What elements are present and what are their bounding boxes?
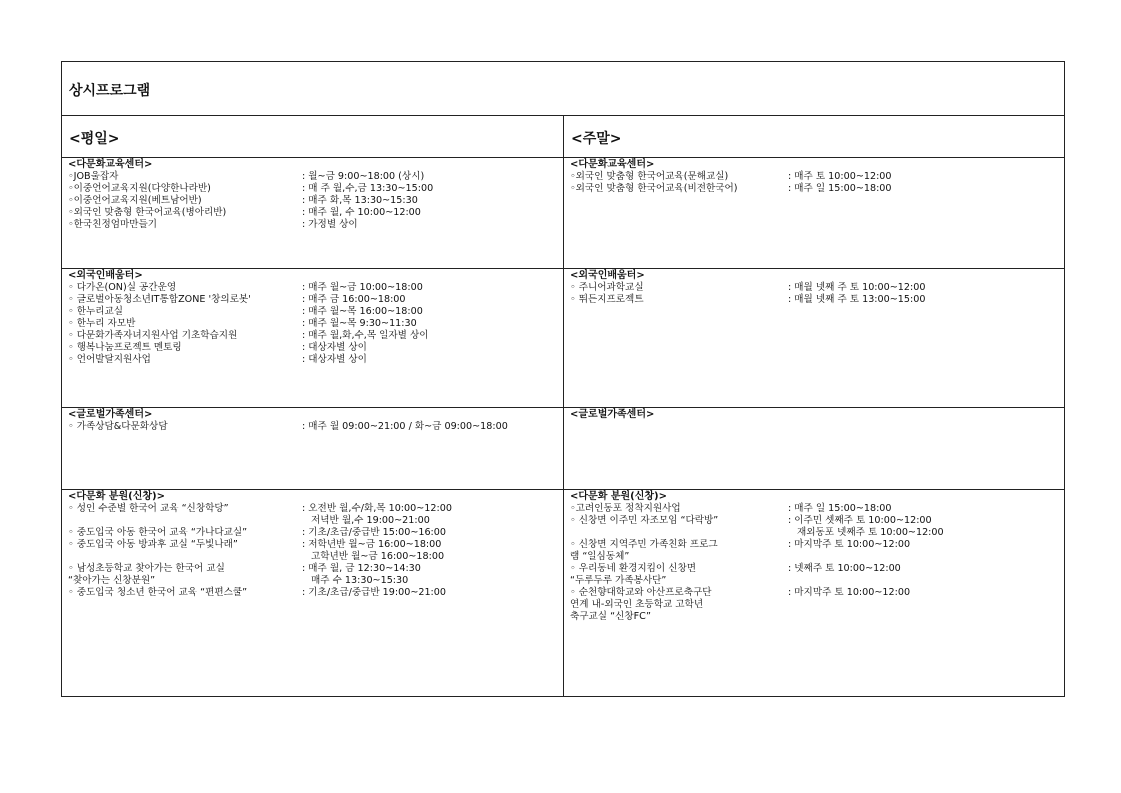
program-schedule: : 월~금 9:00~18:00 (상시): [302, 171, 425, 182]
program-name: 램 “일심동체”: [570, 551, 630, 562]
program-name: ◦ 뛰든지프로젝트: [570, 294, 644, 305]
program-schedule: : 넷째주 토 10:00~12:00: [788, 563, 901, 574]
program-name: ◦한국친정엄마만들기: [68, 219, 158, 230]
program-name: ◦ 주니어과학교실: [570, 282, 644, 293]
program-schedule: : 기초/초급/중급반 19:00~21:00: [302, 587, 447, 598]
program-row: [68, 503, 558, 515]
weekday-section-multicultural-education: [68, 159, 558, 231]
program-row: [570, 563, 1060, 575]
program-row: [570, 183, 1060, 195]
program-name: ◦JOB울잡자: [68, 171, 119, 182]
program-row: [570, 599, 1060, 611]
program-name: ◦ 남성초등학교 찾아가는 한국어 교실: [68, 563, 225, 574]
program-schedule: : 매주 월, 금 12:30~14:30: [302, 563, 421, 574]
weekend-header: <주말>: [571, 131, 622, 147]
section-title: <다문화교육센터>: [68, 159, 153, 170]
program-schedule: : 매월 넷째 주 토 13:00~15:00: [788, 294, 926, 305]
program-name: ◦ 중도입국 아동 방과후 교실 “두빛나래”: [68, 539, 238, 550]
title-bar: [62, 62, 1064, 116]
program-row: [68, 563, 558, 575]
program-row: [68, 587, 558, 599]
program-schedule: : 매월 넷째 주 토 10:00~12:00: [788, 282, 926, 293]
program-name: ◦고려인동포 정착지원사업: [570, 503, 681, 514]
program-row: [68, 219, 558, 231]
program-name: ◦ 우리동네 환경지킴이 신창면: [570, 563, 697, 574]
program-schedule: : 오전반 월,수/화,목 10:00~12:00: [302, 503, 452, 514]
program-row: [68, 354, 558, 366]
program-name: ◦ 행복나눔프로젝트 멘토링: [68, 342, 182, 353]
program-row: [68, 183, 558, 195]
program-name: “찾아가는 신창분원”: [68, 575, 156, 586]
weekday-section-sinchang-branch: [68, 491, 558, 599]
program-name: ◦ 한누리 자모반: [68, 318, 136, 329]
section-title: <외국인배움터>: [570, 270, 645, 281]
program-row: [68, 282, 558, 294]
section-title: <글로벌가족센터>: [570, 409, 655, 420]
program-schedule: : 대상자별 상이: [302, 354, 367, 365]
program-schedule: : 매주 월, 수 10:00~12:00: [302, 207, 421, 218]
program-name: ◦외국인 맞춤형 한국어교육(문해교실): [570, 171, 729, 182]
weekend-section-foreigner-learning: [570, 270, 1060, 306]
weekday-header-cell: [62, 116, 563, 158]
program-schedule: : 저학년반 월~금 16:00~18:00: [302, 539, 442, 550]
program-schedule: : 매주 월~목 16:00~18:00: [302, 306, 423, 317]
program-row: [68, 195, 558, 207]
program-schedule: : 매주 토 10:00~12:00: [788, 171, 892, 182]
weekend-section-global-family: [570, 409, 1060, 421]
weekday-header: <평일>: [69, 131, 120, 147]
program-schedule: : 매주 월 09:00~21:00 / 화~금 09:00~18:00: [302, 421, 508, 432]
program-row: [68, 527, 558, 539]
section-title: <다문화 분원(신창)>: [68, 491, 165, 502]
program-name: ◦ 다가온(ON)실 공간운영: [68, 282, 177, 293]
program-schedule: 저녁반 월,수 19:00~21:00: [311, 515, 430, 526]
section-title: <글로벌가족센터>: [68, 409, 153, 420]
program-schedule: 고학년반 월~금 16:00~18:00: [311, 551, 445, 562]
program-name: ◦ 신창면 지역주민 가족친화 프로그: [570, 539, 718, 550]
column-divider: [563, 116, 564, 696]
program-schedule: : 이주민 셋째주 토 10:00~12:00: [788, 515, 932, 526]
program-schedule: 재외동포 넷째주 토 10:00~12:00: [797, 527, 944, 538]
program-name: ◦ 성인 수준별 한국어 교육 “신창학당”: [68, 503, 229, 514]
program-name: ◦외국인 맞춤형 한국어교육(병아리반): [68, 207, 227, 218]
row-divider: [62, 268, 1064, 269]
weekday-section-global-family: [68, 409, 558, 433]
program-schedule: : 마지막주 토 10:00~12:00: [788, 539, 911, 550]
program-schedule: 매주 수 13:30~15:30: [311, 575, 409, 586]
program-name: ◦외국인 맞춤형 한국어교육(비전한국어): [570, 183, 738, 194]
row-divider: [62, 489, 1064, 490]
program-row: [68, 515, 558, 527]
program-name: “두루두루 가족봉사단”: [570, 575, 667, 586]
program-schedule: : 가정별 상이: [302, 219, 358, 230]
program-name: ◦ 글로벌아동청소년IT통합ZONE '창의로봇': [68, 294, 251, 305]
program-row: [570, 587, 1060, 599]
program-row: [68, 551, 558, 563]
program-row: [68, 421, 558, 433]
program-schedule: : 매주 일 15:00~18:00: [788, 503, 892, 514]
program-row: [570, 539, 1060, 551]
page-title: 상시프로그램: [69, 83, 151, 99]
program-schedule: : 매주 화,목 13:30~15:30: [302, 195, 418, 206]
program-name: ◦ 중도입국 아동 한국어 교육 “가나다교실”: [68, 527, 248, 538]
weekend-section-sinchang-branch: [570, 491, 1060, 623]
program-name: ◦ 한누리교실: [68, 306, 124, 317]
program-schedule: : 매주 일 15:00~18:00: [788, 183, 892, 194]
program-schedule: : 매주 월,화,수,목 일자별 상이: [302, 330, 429, 341]
program-row: [68, 207, 558, 219]
program-row: [570, 294, 1060, 306]
section-title: <다문화교육센터>: [570, 159, 655, 170]
program-schedule: : 매주 월~금 10:00~18:00: [302, 282, 423, 293]
program-row: [570, 282, 1060, 294]
program-name: ◦이중언어교육지원(베트남어반): [68, 195, 202, 206]
program-name: ◦ 다문화가족자녀지원사업 기초학습지원: [68, 330, 238, 341]
weekend-section-multicultural-education: [570, 159, 1060, 195]
program-row: [68, 294, 558, 306]
program-name: ◦ 언어발달지원사업: [68, 354, 151, 365]
program-schedule: : 매주 월~목 9:30~11:30: [302, 318, 417, 329]
program-row: [68, 171, 558, 183]
program-name: ◦ 신창면 이주민 자조모임 “다락방”: [570, 515, 719, 526]
program-row: [570, 551, 1060, 563]
program-schedule: : 매주 금 16:00~18:00: [302, 294, 406, 305]
program-row: [68, 539, 558, 551]
program-name: 연계 내-외국인 초등학교 고학년: [570, 599, 704, 610]
program-row: [68, 575, 558, 587]
program-schedule: : 기초/초급/중급반 15:00~16:00: [302, 527, 447, 538]
program-schedule: : 마지막주 토 10:00~12:00: [788, 587, 911, 598]
row-divider: [62, 407, 1064, 408]
program-row: [570, 527, 1060, 539]
program-row: [68, 342, 558, 354]
program-name: ◦이중언어교육지원(다양한나라반): [68, 183, 211, 194]
program-row: [68, 330, 558, 342]
program-schedule: : 대상자별 상이: [302, 342, 367, 353]
program-row: [68, 306, 558, 318]
program-name: 축구교실 “신창FC”: [570, 611, 651, 622]
program-row: [570, 575, 1060, 587]
program-row: [570, 515, 1060, 527]
program-sheet: [61, 61, 1065, 697]
section-title: <다문화 분원(신창)>: [570, 491, 667, 502]
program-row: [570, 503, 1060, 515]
program-row: [68, 318, 558, 330]
program-row: [570, 611, 1060, 623]
program-row: [570, 171, 1060, 183]
program-name: ◦ 중도입국 청소년 한국어 교육 “편편스쿨”: [68, 587, 248, 598]
program-name: ◦ 가족상담&다문화상담: [68, 421, 168, 432]
section-title: <외국인배움터>: [68, 270, 143, 281]
program-name: ◦ 순천향대학교와 아산프로축구단: [570, 587, 712, 598]
program-schedule: : 매 주 월,수,금 13:30~15:00: [302, 183, 434, 194]
weekday-section-foreigner-learning: [68, 270, 558, 366]
weekend-header-cell: [564, 116, 1064, 158]
